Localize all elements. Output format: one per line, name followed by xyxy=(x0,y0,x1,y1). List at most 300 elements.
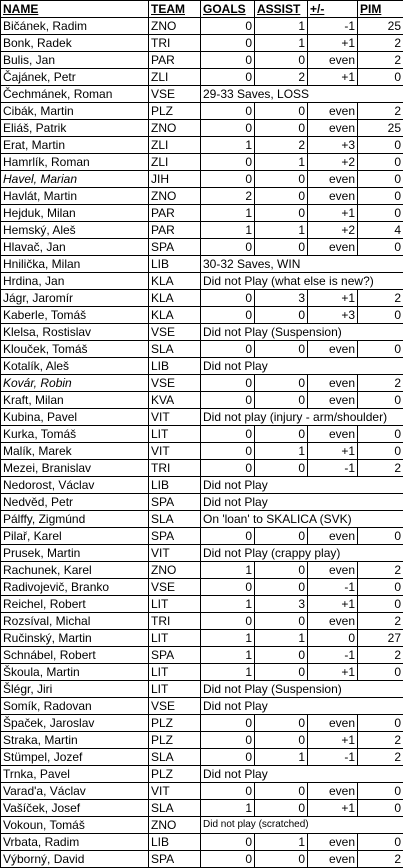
goals-cell: 0 xyxy=(201,120,255,137)
plus-minus-cell: even xyxy=(308,613,358,630)
plus-minus-cell: even xyxy=(308,834,358,851)
team-cell: LIT xyxy=(149,681,201,698)
team-cell: PAR xyxy=(149,222,201,239)
goals-cell: 0 xyxy=(201,52,255,69)
player-name-cell: Hemský, Aleš xyxy=(1,222,149,239)
table-row xyxy=(1,69,403,86)
team-cell: VSE xyxy=(149,375,201,392)
assist-cell: 0 xyxy=(255,579,308,596)
assist-cell: 0 xyxy=(255,613,308,630)
goals-cell: 0 xyxy=(201,613,255,630)
pim-cell: 0 xyxy=(358,392,403,409)
note-cell: Did not Play (what else is new?) xyxy=(201,273,403,290)
team-cell: TRI xyxy=(149,613,201,630)
pim-cell: 25 xyxy=(358,18,403,35)
table-row xyxy=(1,579,403,596)
goals-cell: 1 xyxy=(201,630,255,647)
team-cell: LIT xyxy=(149,630,201,647)
goals-cell: 0 xyxy=(201,528,255,545)
team-cell: VSE xyxy=(149,324,201,341)
note-cell: Did not Play xyxy=(201,698,403,715)
pim-cell: 2 xyxy=(358,460,403,477)
table-row xyxy=(1,443,403,460)
assist-cell: 0 xyxy=(255,664,308,681)
plus-minus-cell: +1 xyxy=(308,290,358,307)
pim-cell: 0 xyxy=(358,579,403,596)
assist-cell: 1 xyxy=(255,154,308,171)
player-name-cell: Schnábel, Robert xyxy=(1,647,149,664)
goals-cell: 1 xyxy=(201,137,255,154)
team-cell: LIT xyxy=(149,596,201,613)
player-name-cell: Stümpel, Jozef xyxy=(1,749,149,766)
player-name-cell: Čechmánek, Roman xyxy=(1,86,149,103)
table-row xyxy=(1,562,403,579)
goals-cell: 0 xyxy=(201,749,255,766)
goals-cell: 2 xyxy=(201,188,255,205)
plus-minus-cell: -1 xyxy=(308,647,358,664)
assist-cell: 0 xyxy=(255,528,308,545)
table-row xyxy=(1,851,403,868)
pim-cell: 2 xyxy=(358,851,403,868)
player-name-cell: Bonk, Radek xyxy=(1,35,149,52)
plus-minus-cell: even xyxy=(308,426,358,443)
assist-cell: 0 xyxy=(255,783,308,800)
pim-cell: 2 xyxy=(358,103,403,120)
plus-minus-cell: +3 xyxy=(308,137,358,154)
goals-cell: 1 xyxy=(201,664,255,681)
pim-cell: 2 xyxy=(358,749,403,766)
plus-minus-cell: even xyxy=(308,341,358,358)
table-row xyxy=(1,749,403,766)
pim-cell: 0 xyxy=(358,239,403,256)
team-cell: PLZ xyxy=(149,103,201,120)
team-cell: KLA xyxy=(149,273,201,290)
assist-cell: 0 xyxy=(255,851,308,868)
assist-cell: 0 xyxy=(255,239,308,256)
header-name: NAME xyxy=(1,1,149,18)
goals-cell: 0 xyxy=(201,715,255,732)
team-cell: PLZ xyxy=(149,732,201,749)
table-row xyxy=(1,630,403,647)
plus-minus-cell: +3 xyxy=(308,307,358,324)
goals-cell: 1 xyxy=(201,647,255,664)
team-cell: LIB xyxy=(149,477,201,494)
pim-cell: 2 xyxy=(358,52,403,69)
goals-cell: 0 xyxy=(201,851,255,868)
goals-cell: 0 xyxy=(201,69,255,86)
plus-minus-cell: even xyxy=(308,562,358,579)
table-row xyxy=(1,222,403,239)
team-cell: SLA xyxy=(149,511,201,528)
player-name-cell: Bulis, Jan xyxy=(1,52,149,69)
goals-cell: 1 xyxy=(201,596,255,613)
player-name-cell: Radivojevič, Branko xyxy=(1,579,149,596)
header-team: TEAM xyxy=(149,1,201,18)
goals-cell: 0 xyxy=(201,579,255,596)
goals-cell: 0 xyxy=(201,290,255,307)
goals-cell: 0 xyxy=(201,103,255,120)
table-row xyxy=(1,256,403,273)
team-cell: JIH xyxy=(149,171,201,188)
plus-minus-cell: -1 xyxy=(308,18,358,35)
assist-cell: 0 xyxy=(255,647,308,664)
note-cell: Did not play (injury - arm/shoulder) xyxy=(201,409,403,426)
note-cell: 30-32 Saves, WIN xyxy=(201,256,403,273)
plus-minus-cell: even xyxy=(308,375,358,392)
table-row xyxy=(1,290,403,307)
goals-cell: 0 xyxy=(201,834,255,851)
plus-minus-cell: even xyxy=(308,528,358,545)
table-row xyxy=(1,392,403,409)
header-plus-minus: +/- xyxy=(308,1,358,18)
assist-cell: 0 xyxy=(255,426,308,443)
team-cell: VIT xyxy=(149,545,201,562)
team-cell: ZLI xyxy=(149,154,201,171)
assist-cell: 0 xyxy=(255,392,308,409)
pim-cell: 0 xyxy=(358,715,403,732)
assist-cell: 0 xyxy=(255,188,308,205)
table-row xyxy=(1,460,403,477)
team-cell: ZNO xyxy=(149,18,201,35)
plus-minus-cell: +1 xyxy=(308,732,358,749)
assist-cell: 0 xyxy=(255,307,308,324)
pim-cell: 25 xyxy=(358,120,403,137)
team-cell: LIB xyxy=(149,358,201,375)
team-cell: VSE xyxy=(149,579,201,596)
team-cell: VIT xyxy=(149,443,201,460)
table-row xyxy=(1,188,403,205)
pim-cell: 0 xyxy=(358,800,403,817)
assist-cell: 1 xyxy=(255,443,308,460)
team-cell: SPA xyxy=(149,851,201,868)
table-row xyxy=(1,137,403,154)
table-row xyxy=(1,647,403,664)
assist-cell: 3 xyxy=(255,596,308,613)
team-cell: SPA xyxy=(149,647,201,664)
goals-cell: 0 xyxy=(201,341,255,358)
player-name-cell: Jágr, Jaromír xyxy=(1,290,149,307)
pim-cell: 0 xyxy=(358,341,403,358)
player-name-cell: Vokoun, Tomáš xyxy=(1,817,149,834)
team-cell: PLZ xyxy=(149,715,201,732)
team-cell: KLA xyxy=(149,307,201,324)
table-row xyxy=(1,715,403,732)
pim-cell: 0 xyxy=(358,443,403,460)
pim-cell: 2 xyxy=(358,290,403,307)
table-row xyxy=(1,732,403,749)
note-cell: Did not Play xyxy=(201,477,403,494)
plus-minus-cell: even xyxy=(308,52,358,69)
pim-cell: 2 xyxy=(358,35,403,52)
plus-minus-cell: even xyxy=(308,715,358,732)
assist-cell: 0 xyxy=(255,52,308,69)
assist-cell: 1 xyxy=(255,222,308,239)
player-name-cell: Kovár, Robin xyxy=(1,375,149,392)
table-row xyxy=(1,358,403,375)
note-cell: Did not Play xyxy=(201,494,403,511)
player-name-cell: Havlát, Martin xyxy=(1,188,149,205)
player-name-cell: Kubina, Pavel xyxy=(1,409,149,426)
player-name-cell: Mezei, Branislav xyxy=(1,460,149,477)
team-cell: SPA xyxy=(149,239,201,256)
pim-cell: 2 xyxy=(358,562,403,579)
pim-cell: 4 xyxy=(358,222,403,239)
assist-cell: 1 xyxy=(255,749,308,766)
pim-cell: 0 xyxy=(358,205,403,222)
plus-minus-cell: +1 xyxy=(308,35,358,52)
table-row xyxy=(1,205,403,222)
table-row xyxy=(1,171,403,188)
table-row xyxy=(1,307,403,324)
assist-cell: 0 xyxy=(255,341,308,358)
pim-cell: 2 xyxy=(358,375,403,392)
table-row xyxy=(1,783,403,800)
table-row xyxy=(1,613,403,630)
pim-cell: 0 xyxy=(358,137,403,154)
assist-cell: 0 xyxy=(255,375,308,392)
plus-minus-cell: -1 xyxy=(308,749,358,766)
goals-cell: 0 xyxy=(201,154,255,171)
plus-minus-cell: 0 xyxy=(308,630,358,647)
team-cell: SLA xyxy=(149,341,201,358)
team-cell: KLA xyxy=(149,290,201,307)
player-name-cell: Rozsíval, Michal xyxy=(1,613,149,630)
table-row xyxy=(1,154,403,171)
table-row xyxy=(1,834,403,851)
goals-cell: 0 xyxy=(201,460,255,477)
table-row xyxy=(1,426,403,443)
goals-cell: 0 xyxy=(201,392,255,409)
plus-minus-cell: +1 xyxy=(308,596,358,613)
table-row xyxy=(1,18,403,35)
table-row xyxy=(1,545,403,562)
note-cell: On 'loan' to SKALICA (SVK) xyxy=(201,511,403,528)
team-cell: LIT xyxy=(149,426,201,443)
plus-minus-cell: even xyxy=(308,851,358,868)
assist-cell: 0 xyxy=(255,460,308,477)
goals-cell: 0 xyxy=(201,239,255,256)
pim-cell: 2 xyxy=(358,613,403,630)
plus-minus-cell: +1 xyxy=(308,664,358,681)
table-row xyxy=(1,52,403,69)
player-name-cell: Bičánek, Radim xyxy=(1,18,149,35)
table-row xyxy=(1,273,403,290)
plus-minus-cell: +2 xyxy=(308,222,358,239)
table-row xyxy=(1,698,403,715)
plus-minus-cell: even xyxy=(308,239,358,256)
goals-cell: 1 xyxy=(201,800,255,817)
assist-cell: 0 xyxy=(255,715,308,732)
assist-cell: 1 xyxy=(255,35,308,52)
team-cell: ZLI xyxy=(149,137,201,154)
note-cell: Did not play (scratched) xyxy=(201,817,403,834)
assist-cell: 0 xyxy=(255,732,308,749)
player-name-cell: Vrbata, Radim xyxy=(1,834,149,851)
player-name-cell: Hnilička, Milan xyxy=(1,256,149,273)
pim-cell: 0 xyxy=(358,307,403,324)
team-cell: ZNO xyxy=(149,817,201,834)
assist-cell: 3 xyxy=(255,290,308,307)
plus-minus-cell: +1 xyxy=(308,69,358,86)
table-body xyxy=(1,18,403,868)
plus-minus-cell: even xyxy=(308,120,358,137)
pim-cell: 0 xyxy=(358,834,403,851)
player-name-cell: Straka, Martin xyxy=(1,732,149,749)
pim-cell: 0 xyxy=(358,426,403,443)
player-name-cell: Klelsa, Rostislav xyxy=(1,324,149,341)
table-row xyxy=(1,86,403,103)
goals-cell: 0 xyxy=(201,426,255,443)
team-cell: LIB xyxy=(149,256,201,273)
note-cell: Did not Play (crappy play) xyxy=(201,545,403,562)
table-row xyxy=(1,766,403,783)
plus-minus-cell: even xyxy=(308,188,358,205)
plus-minus-cell: -1 xyxy=(308,460,358,477)
player-name-cell: Pilař, Karel xyxy=(1,528,149,545)
pim-cell: 2 xyxy=(358,647,403,664)
table-row xyxy=(1,375,403,392)
pim-cell: 0 xyxy=(358,171,403,188)
assist-cell: 1 xyxy=(255,834,308,851)
goals-cell: 1 xyxy=(201,562,255,579)
header-pim: PIM xyxy=(358,1,403,18)
goals-cell: 0 xyxy=(201,171,255,188)
plus-minus-cell: +1 xyxy=(308,800,358,817)
plus-minus-cell: even xyxy=(308,171,358,188)
team-cell: ZNO xyxy=(149,562,201,579)
assist-cell: 0 xyxy=(255,800,308,817)
team-cell: PAR xyxy=(149,52,201,69)
plus-minus-cell: -1 xyxy=(308,579,358,596)
team-cell: ZNO xyxy=(149,120,201,137)
team-cell: TRI xyxy=(149,460,201,477)
goals-cell: 0 xyxy=(201,35,255,52)
player-name-cell: Škoula, Martin xyxy=(1,664,149,681)
table-row xyxy=(1,511,403,528)
player-name-cell: Kotalík, Aleš xyxy=(1,358,149,375)
plus-minus-cell: even xyxy=(308,783,358,800)
player-name-cell: Cibák, Martin xyxy=(1,103,149,120)
table-row xyxy=(1,494,403,511)
player-name-cell: Čajánek, Petr xyxy=(1,69,149,86)
assist-cell: 0 xyxy=(255,562,308,579)
player-name-cell: Nedvěd, Petr xyxy=(1,494,149,511)
pim-cell: 27 xyxy=(358,630,403,647)
player-name-cell: Erat, Martin xyxy=(1,137,149,154)
player-name-cell: Hamrlík, Roman xyxy=(1,154,149,171)
note-cell: Did not Play xyxy=(201,766,403,783)
assist-cell: 0 xyxy=(255,205,308,222)
assist-cell: 1 xyxy=(255,630,308,647)
team-cell: LIB xyxy=(149,834,201,851)
player-name-cell: Kurka, Tomáš xyxy=(1,426,149,443)
goals-cell: 0 xyxy=(201,783,255,800)
goals-cell: 1 xyxy=(201,222,255,239)
team-cell: ZNO xyxy=(149,188,201,205)
table-row xyxy=(1,817,403,834)
player-name-cell: Eliáš, Patrik xyxy=(1,120,149,137)
table-row xyxy=(1,324,403,341)
pim-cell: 0 xyxy=(358,528,403,545)
table-row xyxy=(1,664,403,681)
assist-cell: 2 xyxy=(255,69,308,86)
table-row xyxy=(1,409,403,426)
player-name-cell: Výborný, David xyxy=(1,851,149,868)
assist-cell: 1 xyxy=(255,18,308,35)
player-name-cell: Kraft, Milan xyxy=(1,392,149,409)
pim-cell: 0 xyxy=(358,69,403,86)
header-assist: ASSIST xyxy=(255,1,308,18)
goals-cell: 1 xyxy=(201,205,255,222)
plus-minus-cell: +1 xyxy=(308,443,358,460)
assist-cell: 0 xyxy=(255,171,308,188)
table-row xyxy=(1,681,403,698)
table-row xyxy=(1,35,403,52)
plus-minus-cell: +1 xyxy=(308,205,358,222)
table-row xyxy=(1,103,403,120)
team-cell: SPA xyxy=(149,528,201,545)
plus-minus-cell: +2 xyxy=(308,154,358,171)
player-name-cell: Nedorost, Václav xyxy=(1,477,149,494)
pim-cell: 0 xyxy=(358,664,403,681)
player-name-cell: Reichel, Robert xyxy=(1,596,149,613)
note-cell: Did not Play (Suspension) xyxy=(201,681,403,698)
plus-minus-cell: even xyxy=(308,392,358,409)
team-cell: LIT xyxy=(149,664,201,681)
player-name-cell: Somík, Radovan xyxy=(1,698,149,715)
player-name-cell: Vašíček, Josef xyxy=(1,800,149,817)
goals-cell: 0 xyxy=(201,443,255,460)
player-name-cell: Prusek, Martin xyxy=(1,545,149,562)
team-cell: PLZ xyxy=(149,766,201,783)
player-name-cell: Špaček, Jaroslav xyxy=(1,715,149,732)
player-name-cell: Kaberle, Tomáš xyxy=(1,307,149,324)
team-cell: SLA xyxy=(149,800,201,817)
goals-cell: 0 xyxy=(201,307,255,324)
pim-cell: 0 xyxy=(358,783,403,800)
player-name-cell: Havel, Marian xyxy=(1,171,149,188)
table-row xyxy=(1,239,403,256)
header-goals: GOALS xyxy=(201,1,255,18)
team-cell: SPA xyxy=(149,494,201,511)
team-cell: VIT xyxy=(149,783,201,800)
pim-cell: 0 xyxy=(358,188,403,205)
player-name-cell: Trnka, Pavel xyxy=(1,766,149,783)
player-name-cell: Hrdina, Jan xyxy=(1,273,149,290)
table-row xyxy=(1,596,403,613)
player-name-cell: Hejduk, Milan xyxy=(1,205,149,222)
table-row xyxy=(1,477,403,494)
note-cell: 29-33 Saves, LOSS xyxy=(201,86,403,103)
table-row xyxy=(1,800,403,817)
team-cell: VSE xyxy=(149,86,201,103)
team-cell: KVA xyxy=(149,392,201,409)
player-name-cell: Ručinský, Martin xyxy=(1,630,149,647)
assist-cell: 2 xyxy=(255,137,308,154)
team-cell: ZLI xyxy=(149,69,201,86)
goals-cell: 0 xyxy=(201,18,255,35)
player-name-cell: Klouček, Tomáš xyxy=(1,341,149,358)
assist-cell: 0 xyxy=(255,120,308,137)
pim-cell: 2 xyxy=(358,732,403,749)
player-name-cell: Rachunek, Karel xyxy=(1,562,149,579)
pim-cell: 0 xyxy=(358,154,403,171)
note-cell: Did not Play xyxy=(201,358,403,375)
table-row xyxy=(1,341,403,358)
header-row xyxy=(1,1,403,18)
player-name-cell: Malík, Marek xyxy=(1,443,149,460)
player-name-cell: Hlavač, Jan xyxy=(1,239,149,256)
